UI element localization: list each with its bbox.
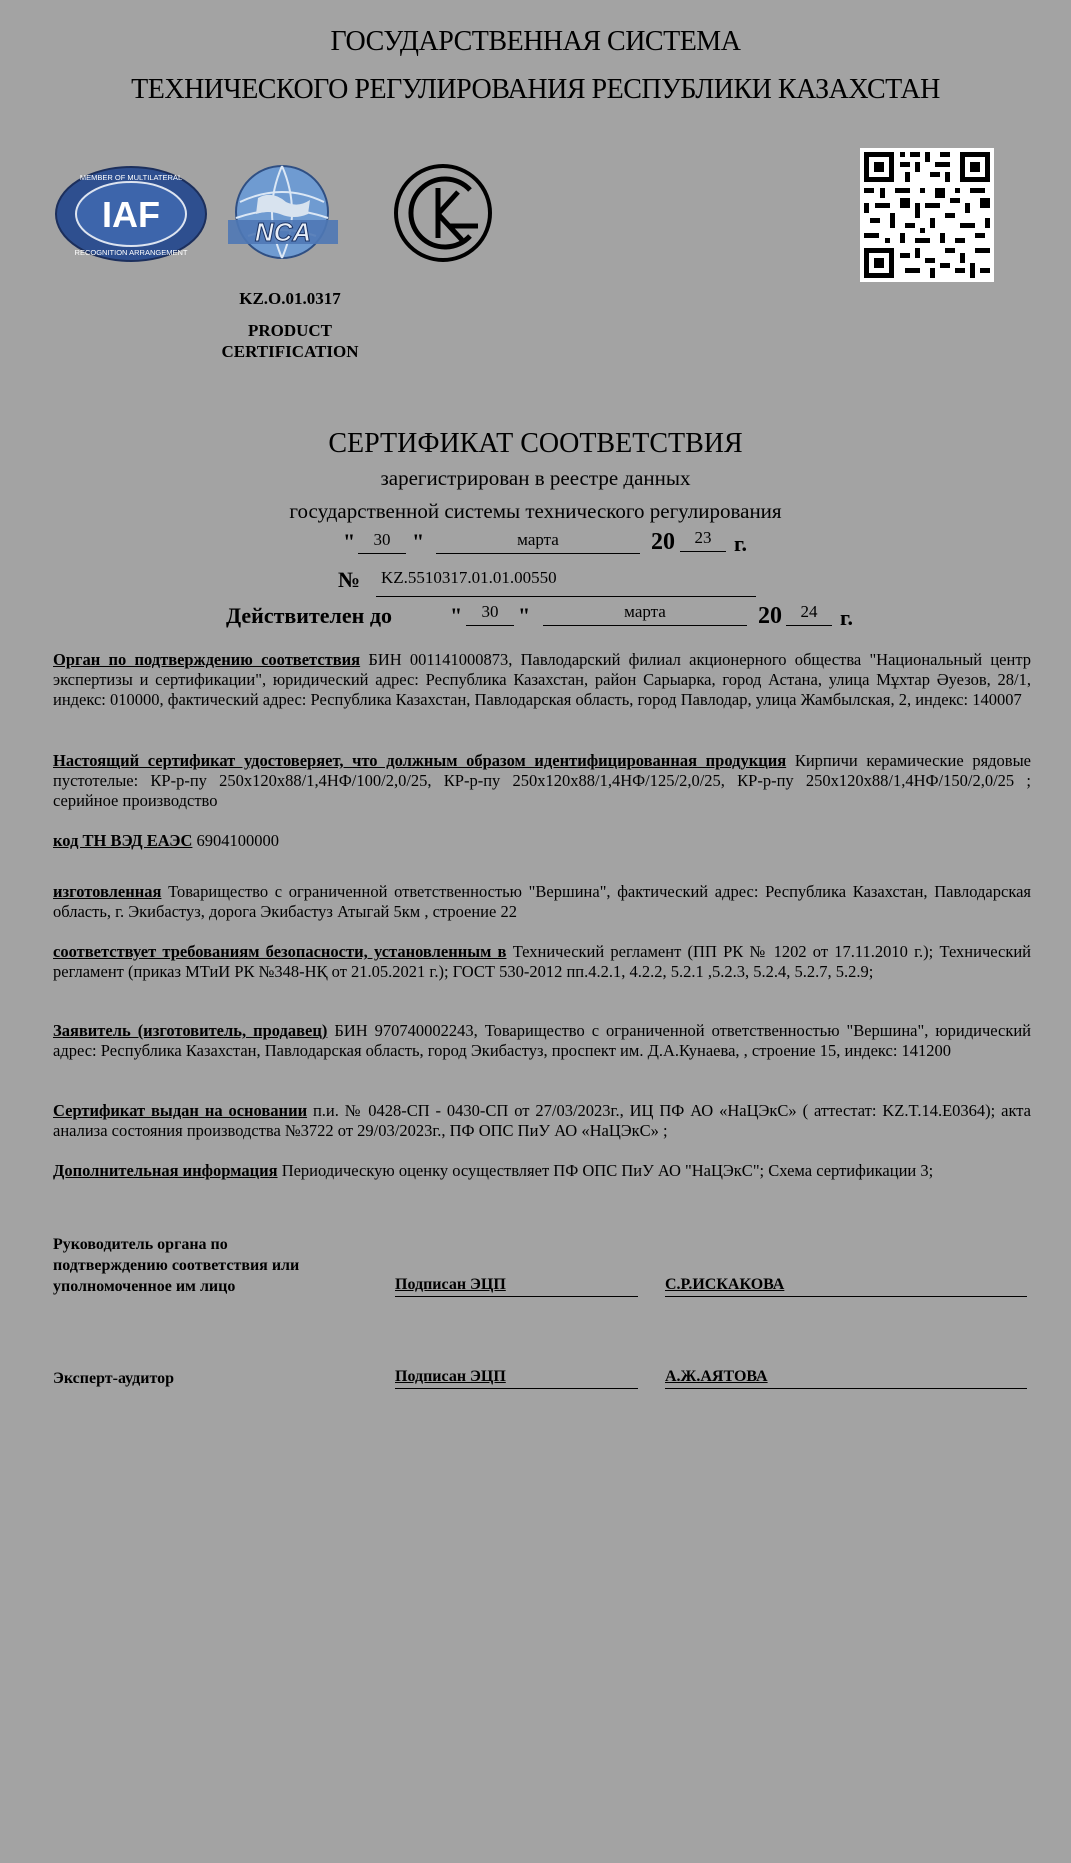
valid-month-field: марта (543, 601, 747, 626)
section-additional-info (53, 1161, 1031, 1181)
section-certification-body (53, 650, 1031, 710)
iaf-logo (54, 165, 209, 263)
certificate-number: KZ.5510317.01.01.00550 (381, 568, 557, 587)
head-name-text: С.Р.ИСКАКОВА (665, 1276, 785, 1293)
head-signed-field (395, 1274, 638, 1297)
certificate-title: СЕРТИФИКАТ СООТВЕТСТВИЯ (328, 428, 743, 459)
iaf-ring-top-text: MEMBER OF MULTILATERAL (79, 173, 183, 182)
head-label-line-1: Руководитель органа по (53, 1236, 228, 1253)
valid-quote-open: " (450, 603, 463, 628)
valid-year-g: г. (840, 605, 854, 630)
section-label: Орган по подтверждению соответствия (53, 650, 361, 669)
section-text: БИН 970740002243, Товарищество с ограниченной ответственностью "Вершина", юридический адрес: Республика Казахстан, Павлодарская область, город Экибастуз, проспект им. Д.А.Кунаева, , строение 15, индекс: 141200 (53, 1021, 1031, 1060)
section-text: Товарищество с ограниченной ответственностью "Вершина", фактический адрес: Республика Казахстан, Павлодарская область, г. Экибастуз, дорога Экибастуз Атыгай 5км , строение 22 (53, 882, 1031, 921)
valid-day-field: 30 (466, 601, 514, 626)
section-text: Кирпичи керамические рядовые пустотелые: КР-р-пу 250х120х88/1,4НФ/100/2,0/25, КР-р-пу 250х120х88/1,4НФ/125/2,0/25, КР-р-пу 250х120х88/1,4НФ/150/2,0/25 ; серийное производство (53, 751, 1032, 810)
expert-name-field (665, 1366, 1027, 1389)
section-product (53, 751, 1031, 811)
section-label: Сертификат выдан на основании (53, 1101, 308, 1120)
nca-logo (224, 162, 342, 266)
section-text: 6904100000 (192, 831, 280, 850)
reg-year-prefix: 20 (651, 529, 675, 555)
section-label: код ТН ВЭД ЕАЭС (53, 831, 193, 850)
reg-month-field: марта (436, 529, 640, 554)
reg-quote-close: " (412, 529, 425, 554)
registered-line-2: государственной системы технического регулирования (289, 499, 782, 523)
iaf-logo-text: IAF (102, 194, 160, 235)
qr-code-icon (860, 148, 994, 282)
section-label: Заявитель (изготовитель, продавец) (53, 1021, 328, 1040)
expert-auditor-label: Эксперт-аудитор (53, 1370, 175, 1387)
registered-line-1: зарегистрирован в реестре данных (380, 466, 691, 490)
section-tn-ved-code (53, 831, 1031, 851)
expert-signed-text: Подписан ЭЦП (395, 1368, 506, 1385)
number-underline (376, 564, 756, 597)
head-label-line-3: уполномоченное им лицо (53, 1278, 236, 1295)
reg-year-g: г. (734, 531, 748, 556)
valid-year-suffix-field: 24 (786, 601, 832, 626)
section-text: Технический регламент (ПП РК № 1202 от 17.11.2010 г.); Технический регламент (приказ МТиИ РК №348-НҚ от 21.05.2021 г.); ГОСТ 530-2012 пп.4.2.1, 4.2.2, 5.2.1 ,5.2.3, 5.2.4, 5.2.7, 5.2.9; (53, 942, 1031, 981)
valid-year-prefix: 20 (758, 603, 782, 629)
reg-day-field: 30 (358, 529, 406, 554)
head-label-line-2: подтверждению соответствия или (53, 1257, 300, 1274)
iaf-ring-bottom-text: RECOGNITION ARRANGEMENT (74, 248, 188, 257)
section-label: Настоящий сертификат удостоверяет, что должным образом идентифицированная продукция (53, 751, 787, 770)
expert-name-text: А.Ж.АЯТОВА (665, 1368, 768, 1385)
section-text: п.и. № 0428-СП - 0430-СП от 27/03/2023г., ИЦ ПФ АО «НаЦЭкС» ( аттестат: KZ.T.14.E0364); акта анализа состояния производства №3722 от 29/03/2023г., ПФ ОПС ПиУ АО «НаЦЭкС» ; (53, 1101, 1031, 1140)
section-requirements (53, 942, 1031, 982)
valid-label: Действителен до (226, 603, 392, 628)
section-label: Дополнительная информация (53, 1161, 278, 1180)
accreditation-line-2: CERTIFICATION (221, 342, 359, 361)
reg-year-suffix-field: 23 (680, 527, 726, 552)
kz-conformity-mark-icon (392, 162, 494, 264)
expert-signed-field (395, 1366, 638, 1389)
head-name-field (665, 1274, 1027, 1297)
nca-logo-text: NCA (254, 217, 312, 247)
section-label: изготовленная (53, 882, 162, 901)
section-label: соответствует требованиям безопасности, установленным в (53, 942, 507, 961)
head-signatory-label (53, 1234, 353, 1297)
reg-quote-open: " (343, 529, 356, 554)
valid-quote-close: " (518, 603, 531, 628)
section-manufacturer (53, 882, 1031, 922)
number-label: № (338, 567, 361, 592)
section-issued-basis (53, 1101, 1031, 1141)
head-signed-text: Подписан ЭЦП (395, 1276, 506, 1293)
accreditation-code: KZ.O.01.0317 (239, 289, 341, 308)
section-applicant (53, 1021, 1031, 1061)
header-line-2: ТЕХНИЧЕСКОГО РЕГУЛИРОВАНИЯ РЕСПУБЛИКИ КАЗАХСТАН (131, 74, 940, 105)
header-line-1: ГОСУДАРСТВЕННАЯ СИСТЕМА (330, 26, 741, 57)
section-text: Периодическую оценку осуществляет ПФ ОПС ПиУ АО "НаЦЭкС"; Схема сертификации 3; (277, 1161, 934, 1180)
section-text: БИН 001141000873, Павлодарский филиал акционерного общества "Национальный центр экспертизы и сертификации", юридический адрес: Республика Казахстан, район Сарыарка, город Астана, улица Мұхтар Әуезов, 28/1, индекс: 010000, фактический адрес: Республика Казахстан, Павлодарская область, город Павлодар, улица Жамбылская, 2, индекс: 140007 (53, 650, 1031, 709)
accreditation-line-1: PRODUCT (247, 321, 333, 340)
